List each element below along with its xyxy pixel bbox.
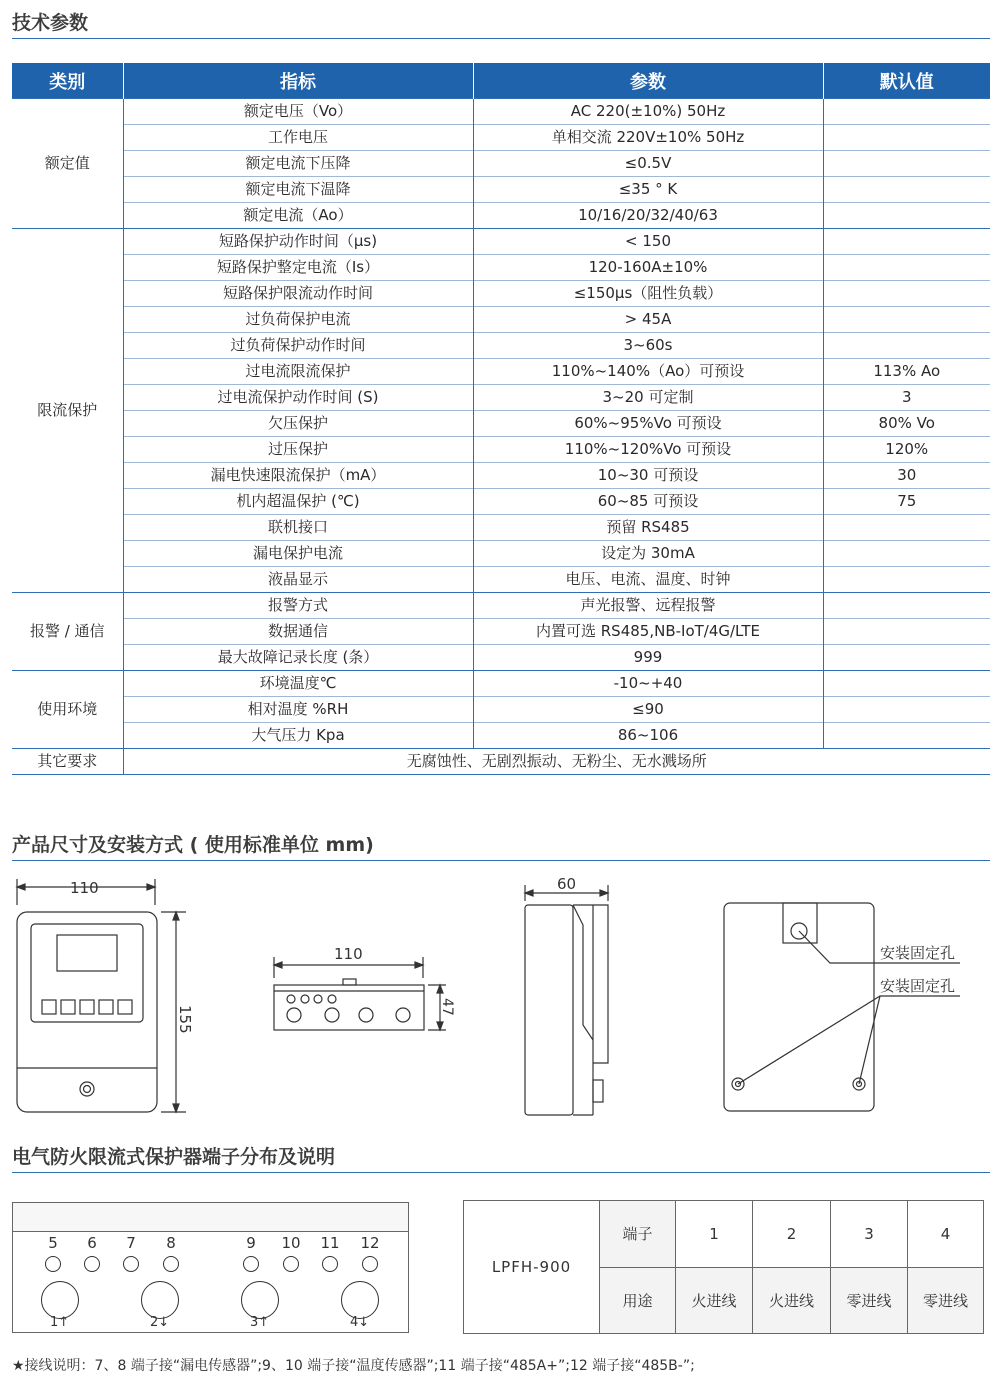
spec-default <box>823 541 990 567</box>
main-terminal-screw <box>341 1281 379 1319</box>
small-terminal-screw <box>84 1256 100 1272</box>
spec-param: 3~20 可定制 <box>473 385 823 411</box>
bottom-width-label: 110 <box>334 945 363 963</box>
spec-row <box>12 541 990 567</box>
small-terminal-screw <box>163 1256 179 1272</box>
spec-row <box>12 619 990 645</box>
main-terminal-label: 4↓ <box>350 1315 370 1330</box>
spec-row <box>12 645 990 671</box>
spec-param: 内置可选 RS485,NB-IoT/4G/LTE <box>473 619 823 645</box>
spec-item: 漏电保护电流 <box>123 541 473 567</box>
bottom-height-label: 47 <box>439 998 455 1016</box>
spec-param: 999 <box>473 645 823 671</box>
main-terminal-label: 2↓ <box>150 1315 170 1330</box>
bottom-view-drawing <box>274 957 446 1030</box>
spec-param: > 45A <box>473 307 823 333</box>
spec-item: 额定电流（Ao） <box>123 203 473 229</box>
spec-row <box>12 385 990 411</box>
spec-other-value: 无腐蚀性、无剧烈振动、无粉尘、无水溅场所 <box>123 749 990 775</box>
spec-row <box>12 567 990 593</box>
spec-default <box>823 307 990 333</box>
spec-item: 额定电压（Vo） <box>123 99 473 125</box>
spec-default <box>823 255 990 281</box>
main-terminal-label: 1↑ <box>50 1315 70 1330</box>
spec-param: < 150 <box>473 229 823 255</box>
spec-item: 大气压力 Kpa <box>123 723 473 749</box>
side-view-drawing <box>525 885 608 1115</box>
terminal-label: 10 <box>281 1234 301 1252</box>
spec-item: 报警方式 <box>123 593 473 619</box>
terminal-model: LPFH-900 <box>464 1201 600 1334</box>
spec-row <box>12 515 990 541</box>
spec-category: 额定值 <box>12 99 123 229</box>
spec-row <box>12 229 990 255</box>
terminal-row2-label: 用途 <box>600 1267 676 1334</box>
spec-item: 机内超温保护 (℃) <box>123 489 473 515</box>
spec-item: 联机接口 <box>123 515 473 541</box>
main-terminal-label: 3↑ <box>250 1315 270 1330</box>
terminal-usage: 零进线 <box>908 1267 984 1334</box>
spec-item: 短路保护限流动作时间 <box>123 281 473 307</box>
spec-row <box>12 255 990 281</box>
front-view-drawing <box>17 879 186 1112</box>
spec-param: ≤35 ° K <box>473 177 823 203</box>
spec-item: 相对温度 %RH <box>123 697 473 723</box>
terminal-label: 5 <box>48 1234 58 1252</box>
spec-default <box>823 151 990 177</box>
spec-row-other <box>12 749 990 775</box>
spec-default: 3 <box>823 385 990 411</box>
spec-item: 环境温度℃ <box>123 671 473 697</box>
small-terminal-screw <box>45 1256 61 1272</box>
terminal-usage: 火进线 <box>676 1267 753 1334</box>
spec-param: 声光报警、远程报警 <box>473 593 823 619</box>
spec-default <box>823 723 990 749</box>
spec-item: 最大故障记录长度 (条） <box>123 645 473 671</box>
mount-hole-label-1: 安装固定孔 <box>880 944 956 962</box>
spec-default: 75 <box>823 489 990 515</box>
spec-default <box>823 177 990 203</box>
terminal-number: 3 <box>831 1201 908 1268</box>
spec-param: 3~60s <box>473 333 823 359</box>
spec-default <box>823 619 990 645</box>
spec-default <box>823 229 990 255</box>
spec-param: 单相交流 220V±10% 50Hz <box>473 125 823 151</box>
main-terminal-screw <box>41 1281 79 1319</box>
main-terminal-screw <box>241 1281 279 1319</box>
terminal-section-title: 电气防火限流式保护器端子分布及说明 <box>12 1146 336 1168</box>
side-depth-label: 60 <box>557 875 577 893</box>
terminal-label: 9 <box>246 1234 256 1252</box>
spec-row <box>12 307 990 333</box>
spec-default: 30 <box>823 463 990 489</box>
spec-table <box>12 63 990 775</box>
terminal-number: 4 <box>908 1201 984 1268</box>
spec-param: -10~+40 <box>473 671 823 697</box>
small-terminal-screw <box>362 1256 378 1272</box>
spec-default: 120% <box>823 437 990 463</box>
spec-row <box>12 593 990 619</box>
spec-row <box>12 359 990 385</box>
terminal-table <box>463 1200 984 1334</box>
front-width-label: 110 <box>70 879 99 897</box>
spec-param: 120-160A±10% <box>473 255 823 281</box>
spec-category: 使用环境 <box>12 671 123 749</box>
spec-item: 短路保护动作时间（μs) <box>123 229 473 255</box>
header-param: 参数 <box>473 63 823 99</box>
terminal-number: 1 <box>676 1201 753 1268</box>
spec-row <box>12 99 990 125</box>
spec-default: 80% Vo <box>823 411 990 437</box>
spec-param: ≤150μs（阻性负载） <box>473 281 823 307</box>
spec-category: 报警 / 通信 <box>12 593 123 671</box>
spec-param: 预留 RS485 <box>473 515 823 541</box>
mount-hole-label-2: 安装固定孔 <box>880 977 956 995</box>
small-terminal-screw <box>123 1256 139 1272</box>
terminal-row1-label: 端子 <box>600 1201 676 1268</box>
spec-item: 过电流限流保护 <box>123 359 473 385</box>
spec-default <box>823 515 990 541</box>
spec-param: 110%~120%Vo 可预设 <box>473 437 823 463</box>
spec-default <box>823 203 990 229</box>
spec-item: 短路保护整定电流（Is） <box>123 255 473 281</box>
spec-param: 110%~140%（Ao）可预设 <box>473 359 823 385</box>
spec-row <box>12 151 990 177</box>
dimension-drawings <box>0 865 1000 1135</box>
spec-row <box>12 723 990 749</box>
spec-default <box>823 671 990 697</box>
header-default: 默认值 <box>823 63 990 99</box>
spec-item: 漏电快速限流保护（mA） <box>123 463 473 489</box>
spec-default <box>823 593 990 619</box>
spec-param: 电压、电流、温度、时钟 <box>473 567 823 593</box>
terminal-number: 2 <box>753 1201 831 1268</box>
spec-item: 工作电压 <box>123 125 473 151</box>
spec-category: 限流保护 <box>12 229 123 593</box>
spec-item: 欠压保护 <box>123 411 473 437</box>
header-category: 类别 <box>12 63 123 99</box>
terminal-usage: 零进线 <box>831 1267 908 1334</box>
spec-item: 过电流保护动作时间 (S) <box>123 385 473 411</box>
small-terminal-screw <box>322 1256 338 1272</box>
spec-default <box>823 125 990 151</box>
spec-param: ≤90 <box>473 697 823 723</box>
spec-body <box>12 99 990 775</box>
spec-default <box>823 697 990 723</box>
spec-item: 数据通信 <box>123 619 473 645</box>
back-view-drawing <box>724 903 960 1111</box>
spec-row <box>12 333 990 359</box>
main-terminal-screw <box>141 1281 179 1319</box>
spec-item: 液晶显示 <box>123 567 473 593</box>
spec-item: 额定电流下压降 <box>123 151 473 177</box>
dimension-section-title: 产品尺寸及安装方式 ( 使用标准单位 mm) <box>12 834 374 856</box>
tech-section-title: 技术参数 <box>12 12 89 34</box>
terminal-label: 8 <box>166 1234 176 1252</box>
spec-row <box>12 463 990 489</box>
terminal-label: 7 <box>126 1234 136 1252</box>
spec-param: 设定为 30mA <box>473 541 823 567</box>
terminal-label: 12 <box>360 1234 380 1252</box>
terminal-block-top <box>13 1203 408 1232</box>
spec-default <box>823 333 990 359</box>
spec-category: 其它要求 <box>12 749 123 775</box>
spec-row <box>12 671 990 697</box>
spec-row <box>12 489 990 515</box>
terminal-section-rule <box>12 1172 990 1173</box>
spec-row <box>12 411 990 437</box>
tech-section-rule <box>12 38 990 39</box>
spec-row <box>12 203 990 229</box>
spec-item: 过压保护 <box>123 437 473 463</box>
spec-row <box>12 177 990 203</box>
spec-row <box>12 125 990 151</box>
spec-header-row <box>12 63 990 99</box>
spec-row <box>12 281 990 307</box>
spec-param: AC 220(±10%) 50Hz <box>473 99 823 125</box>
terminal-usage: 火进线 <box>753 1267 831 1334</box>
spec-default <box>823 645 990 671</box>
spec-item: 过负荷保护电流 <box>123 307 473 333</box>
front-height-label: 155 <box>176 1005 194 1034</box>
spec-param: 60%~95%Vo 可预设 <box>473 411 823 437</box>
spec-item: 额定电流下温降 <box>123 177 473 203</box>
spec-default: 113% Ao <box>823 359 990 385</box>
spec-default <box>823 99 990 125</box>
header-item: 指标 <box>123 63 473 99</box>
spec-row <box>12 437 990 463</box>
spec-param: 10~30 可预设 <box>473 463 823 489</box>
spec-item: 过负荷保护动作时间 <box>123 333 473 359</box>
small-terminal-screw <box>283 1256 299 1272</box>
spec-default <box>823 281 990 307</box>
terminal-label: 6 <box>87 1234 97 1252</box>
spec-default <box>823 567 990 593</box>
spec-param: 10/16/20/32/40/63 <box>473 203 823 229</box>
terminal-label: 11 <box>320 1234 340 1252</box>
wiring-note: ★接线说明：7、8 端子接“漏电传感器”;9、10 端子接“温度传感器”;11 端子接“485A+”;12 端子接“485B-”; <box>12 1358 695 1374</box>
small-terminal-screw <box>243 1256 259 1272</box>
spec-row <box>12 697 990 723</box>
spec-param: 86~106 <box>473 723 823 749</box>
spec-param: ≤0.5V <box>473 151 823 177</box>
dimension-section-rule <box>12 860 990 861</box>
terminal-block-diagram <box>12 1202 409 1333</box>
spec-param: 60~85 可预设 <box>473 489 823 515</box>
